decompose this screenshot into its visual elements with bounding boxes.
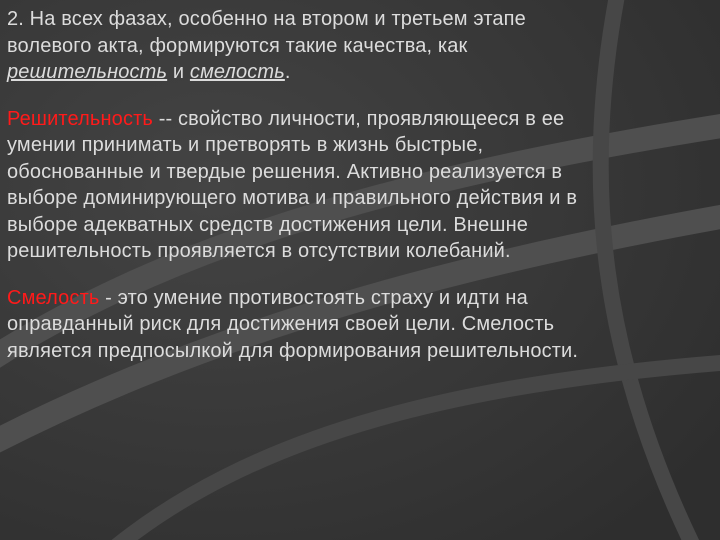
decisiveness-paragraph <box>7 106 713 265</box>
decisiveness-line-3: обоснованные и твердые решения. Активно реализуется в <box>7 160 563 183</box>
slide-text-body <box>7 6 713 364</box>
decisiveness-line-4: выборе доминирующего мотива и правильного действия и в <box>7 187 578 209</box>
decisiveness-term: Решительность <box>7 107 153 130</box>
courage-term: Смелость <box>7 286 100 309</box>
courage-paragraph <box>7 285 713 365</box>
decisiveness-line-1: -- свойство личности, проявляющееся в ее <box>152 107 565 130</box>
intro-connector: и <box>172 61 185 83</box>
intro-line-2: волевого акта, формируются такие качества, как <box>7 34 468 57</box>
courage-line-2: оправданный риск для достижения своей цели. Смелость <box>7 313 555 335</box>
courage-line-3: является предпосылкой для формирования решительности. <box>7 339 579 362</box>
intro-line-1: 2. На всех фазах, особенно на втором и третьем этапе <box>7 8 526 30</box>
intro-end: . <box>284 61 291 83</box>
decisiveness-line-2: умении принимать и претворять в жизнь быстрые, <box>7 134 484 156</box>
quality-decisiveness: решительность <box>7 61 168 83</box>
quality-courage: смелость <box>189 61 285 83</box>
decisiveness-line-5: выборе адекватных средств достижения цели. Внешне <box>7 213 529 236</box>
intro-paragraph <box>7 6 713 86</box>
courage-line-1: - это умение противостоять страху и идти на <box>99 286 528 309</box>
decisiveness-line-6: решительность проявляется в отсутствии колебаний. <box>7 240 511 262</box>
